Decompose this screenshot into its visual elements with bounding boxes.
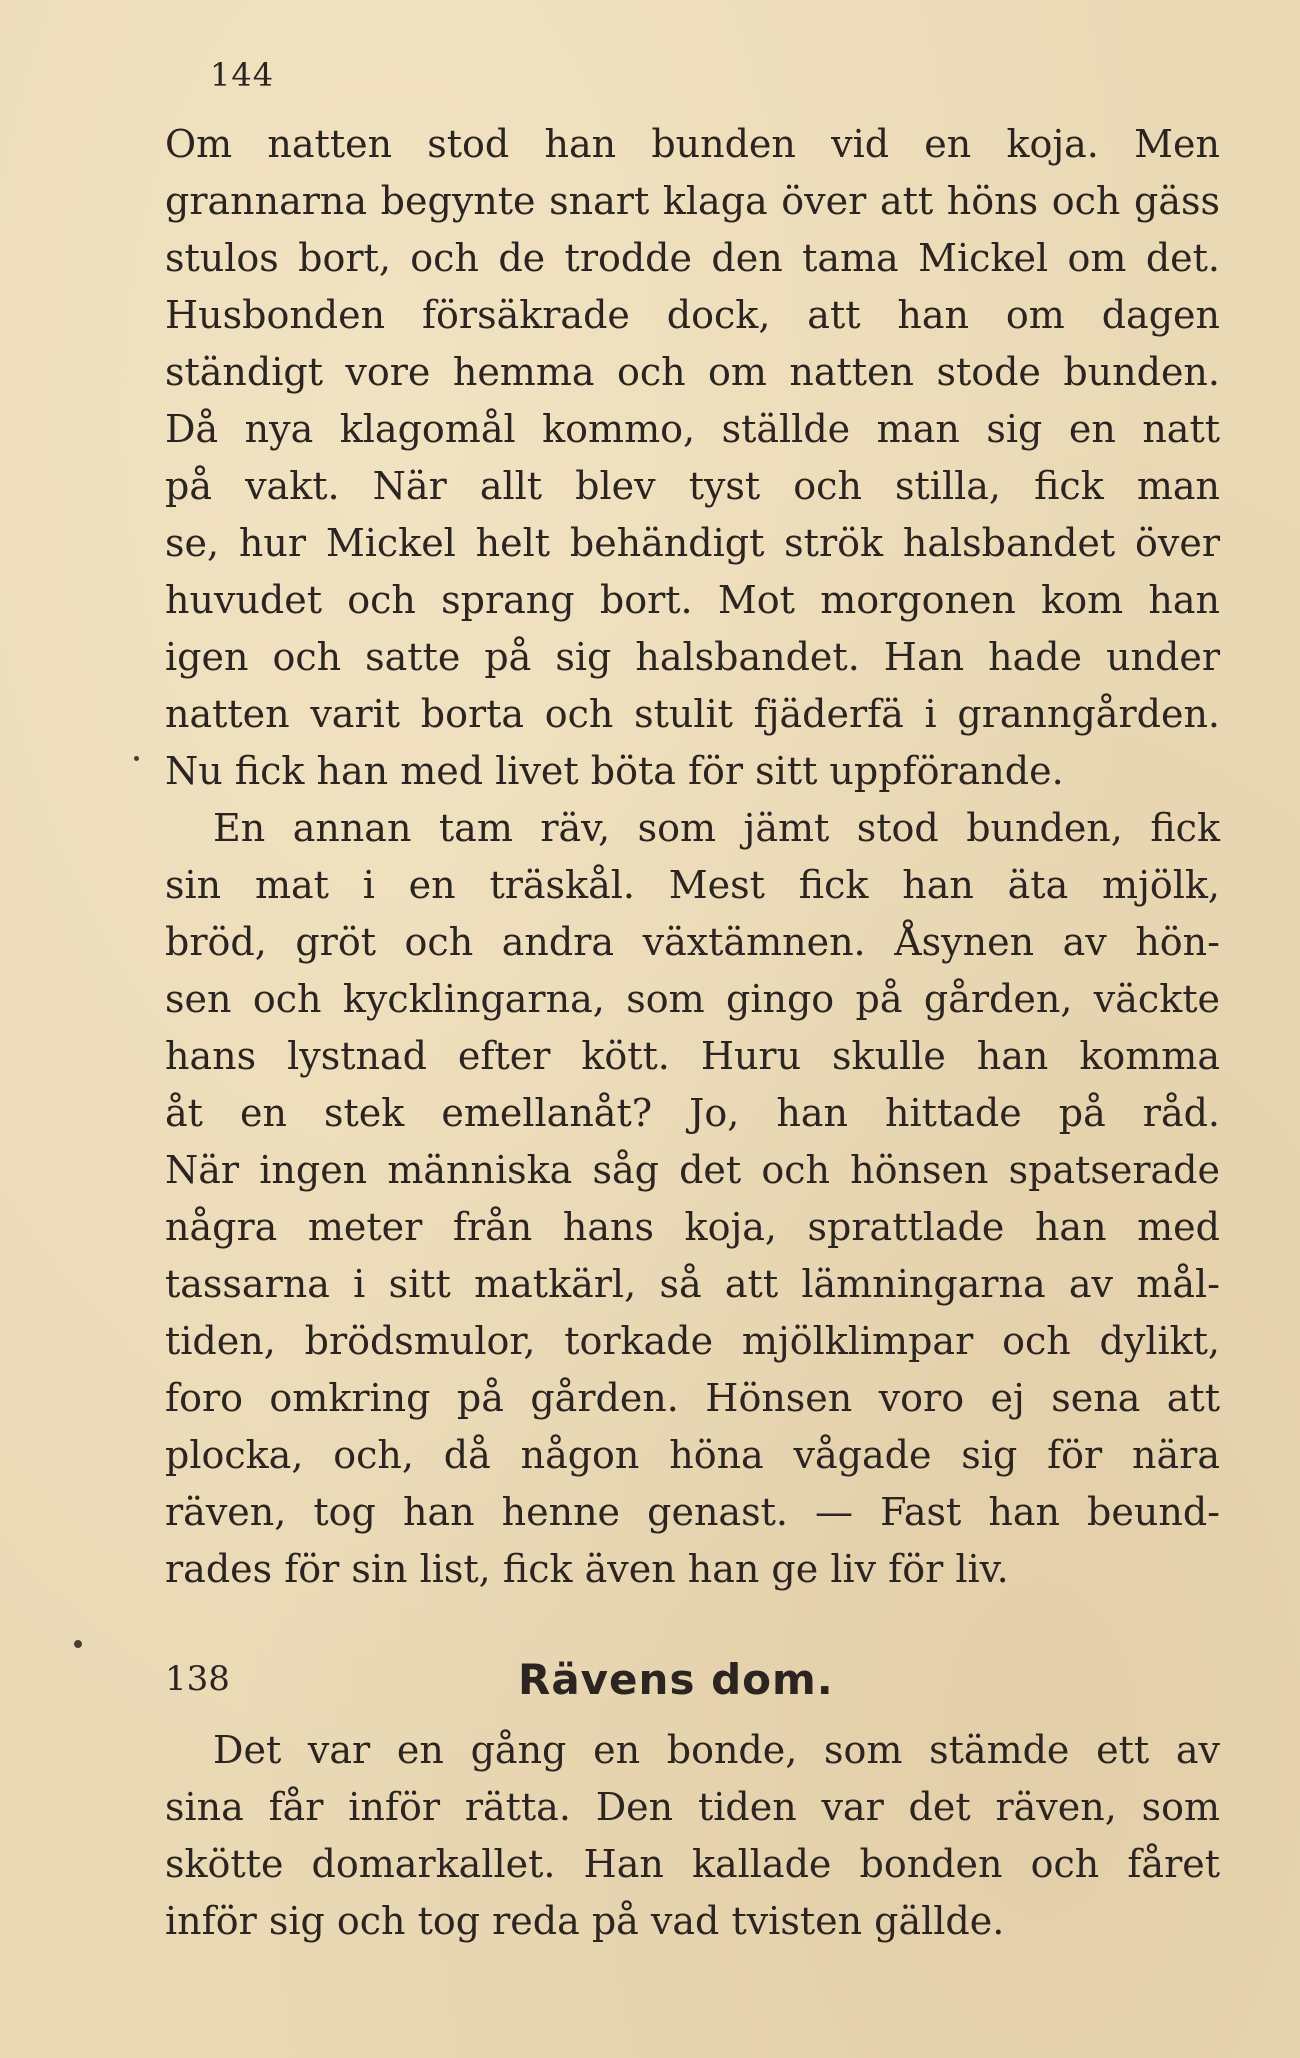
text-line: natten varit borta och stulit fjäderfä i granngården. — [165, 692, 1220, 736]
text-line: räven, tog han henne genast. — Fast han beund- — [165, 1490, 1220, 1534]
text-line: hans lystnad efter kött. Huru skulle han komma — [165, 1034, 1220, 1078]
text-line: tassarna i sitt matkärl, så att lämningarna av mål- — [165, 1262, 1220, 1306]
text-line: grannarna begynte snart klaga över att höns och gäss — [165, 179, 1220, 223]
text-line: sin mat i en träskål. Mest fick han äta mjölk, — [165, 863, 1220, 907]
text-line: se, hur Mickel helt behändigt strök halsbandet över — [165, 521, 1220, 565]
text-line: Då nya klagomål kommo, ställde man sig en natt — [165, 407, 1220, 451]
text-line: rades för sin list, fick även han ge liv för liv. — [165, 1547, 1009, 1591]
text-line: tiden, brödsmulor, torkade mjölklimpar och dylikt, — [165, 1319, 1220, 1363]
story-text-continued — [165, 116, 1220, 1598]
story-text-ravens-dom — [165, 1722, 1220, 1950]
page-number: 144 — [210, 56, 275, 94]
text-line: några meter från hans koja, sprattlade han med — [165, 1205, 1220, 1249]
text-line: En annan tam räv, som jämt stod bunden, fick — [213, 806, 1220, 850]
story-number: 138 — [165, 1659, 230, 1699]
text-line: sina får inför rätta. Den tiden var det räven, som — [165, 1785, 1220, 1829]
text-line: på vakt. När allt blev tyst och stilla, fick man — [165, 464, 1220, 508]
text-line: ständigt vore hemma och om natten stode bunden. — [165, 350, 1220, 394]
story-title: Rävens dom. — [518, 1655, 834, 1704]
text-line: huvudet och sprang bort. Mot morgonen kom han — [165, 578, 1220, 622]
paper-speck — [74, 1640, 82, 1648]
text-line: bröd, gröt och andra växtämnen. Åsynen av hön- — [165, 920, 1220, 964]
text-line: igen och satte på sig halsbandet. Han hade under — [165, 635, 1220, 679]
text-line: Nu fick han med livet böta för sitt uppförande. — [165, 749, 1064, 793]
paper-speck — [134, 756, 139, 761]
text-line: sen och kycklingarna, som gingo på gården, väckte — [165, 977, 1220, 1021]
text-line: Om natten stod han bunden vid en koja. Men — [165, 122, 1220, 166]
text-line: stulos bort, och de trodde den tama Mickel om det. — [165, 236, 1220, 280]
text-line: åt en stek emellanåt? Jo, han hittade på råd. — [165, 1091, 1220, 1135]
text-line: Det var en gång en bonde, som stämde ett av — [213, 1728, 1220, 1772]
text-line: foro omkring på gården. Hönsen voro ej sena att — [165, 1376, 1220, 1420]
text-line: skötte domarkallet. Han kallade bonden och fåret — [165, 1842, 1220, 1886]
text-line: plocka, och, då någon höna vågade sig för nära — [165, 1433, 1220, 1477]
text-line: inför sig och tog reda på vad tvisten gällde. — [165, 1899, 1005, 1943]
text-line: När ingen människa såg det och hönsen spatserade — [165, 1148, 1220, 1192]
text-line: Husbonden försäkrade dock, att han om dagen — [165, 293, 1220, 337]
story-heading — [165, 1655, 1220, 1715]
